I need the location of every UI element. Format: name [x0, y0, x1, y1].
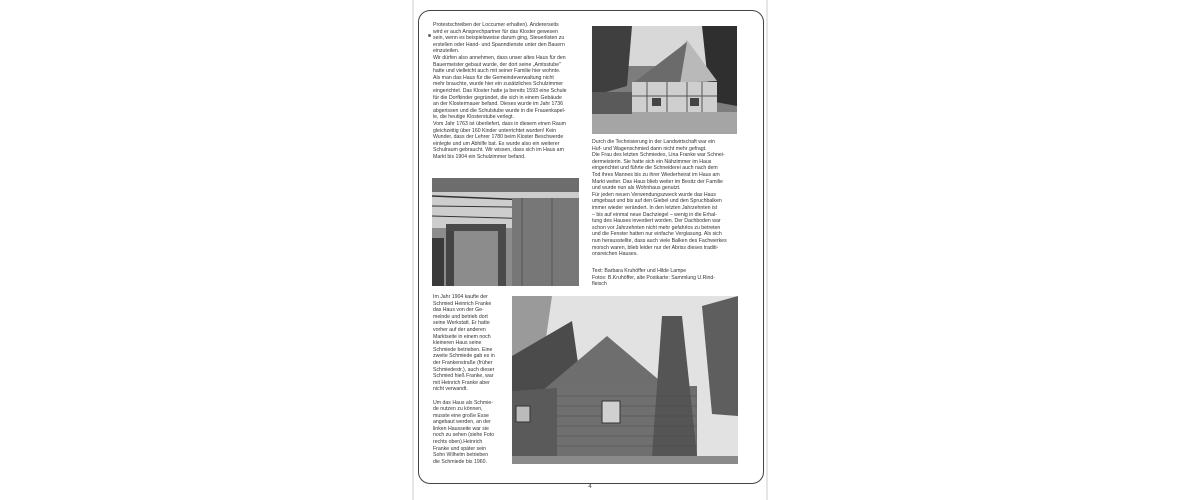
column-right-text: Durch die Technisierung in der Landwirtschaft war ein Huf- und Wagenschmied dann nicht mehr gefragt. Die Frau des letzten Schmiedes, Lina Franke war Schnei- dermeisterin. Sie hatte sich ein Nähzimmer im Haus eingerichtet und führte die Schneiderei auch nach dem Tod ihres Mannes bis zu ihrer Wiederheirat im Haus am Markt weiter. Das Haus blieb weiter im Besitz der Familie und wurde nun als Wohnhaus genutzt. Für jeden neuen Verwendungszweck wurde das Haus umgebaut und bis auf den Giebel und den Spruchbalken immer wieder verändert. In den letzten Jahrzehnten ist – bis auf einmal neue Dachziegel – wenig in die Erhal- tung des Hauses investiert worden. Der Dachboden war schon vor Jahrzehnten nicht mehr gefahrlos zu betreten und die Fenster hatten nur einfache Verglasung. Als sich nun herausstellte, dass auch viele Balken des Fachwerkes morsch waren, blieb leider nur der Abriss dieses traditi- onsreichen Hauses. [592, 139, 727, 258]
photo-demolition [432, 178, 579, 286]
page-edge-right [766, 0, 768, 500]
page-number: 4 [588, 484, 592, 490]
scan-dot [428, 34, 431, 37]
column-left-bottom-text: Im Jahr 1904 kaufte der Schmied Heinrich Franke das Haus von der Ge- meinde und betrieb dort seine Werkstatt. Er hatte vorher auf der anderen Marktseite in einem noch kleineren Haus seine Schmiede betrieben. Eine zweite Schmiede gab es in der Frankenstraße (früher Schmiedestr.), auch dieser Schmied hieß Franke, war mit Heinrich Franke aber nicht verwandt. Um das Haus als Schmie- de nutzen zu können, musste eine große Esse angebaut werden, an der linken Hausseite war sie noch zu sehen (siehe Foto rechts oben).Heinrich Franke und später sein Sohn Wilhelm betrieben die Schmiede bis 1960. [433, 294, 495, 465]
photo-brick-smithy [512, 296, 738, 464]
photo-credits: Text: Barbara Kruhöffer und Hilde Lampe Fotos: B.Kruhöffer, alte Postkarte: Sammlung U.Rind- fleisch [592, 268, 716, 288]
page-edge-left [412, 0, 414, 500]
photo-timber-house [592, 26, 737, 134]
column-left-top-text: Protestschreiben der Loccumer erhalten). Andererseits wird er auch Ansprechpartner für das Kloster gewesen sein, wenn es beispielsweise darum ging, Steuerlisten zu erstellen oder Hand- und Spanndienste unter den Bauern einzuteilen. Wir dürfen also annehmen, dass unser altes Haus für den Bauermeister gebaut wurde, der dort seine „Amtsstube" hatte und vielleicht auch mit seiner Familie hier wohnte. Als man das Haus für die Gemeindeverwaltung nicht mehr brauchte, wurde hier ein zusätzliches Schulzimmer eingerichtet. Das Kloster hatte ja bereits 1593 eine Schule für die Dorfkinder gegründet, die sich in einem Gebäude an der Klostermauer befand. Dieses wurde im Jahr 1736 abgerissen und die Schulstube wurde in die Frauenkapel- le, die heutige Klosterstube verlegt. Vom Jahr 1763 ist überliefert, dass in diesem einen Raum gleichzeitig über 160 Kinder unterrichtet wurden! Kein Wunder, dass der Lehrer 1780 beim Kloster Beschwerde einlegte und um Abhilfe bat. Es wurde also ein weiterer Schulraum gebraucht. Wir wissen, dass sich im Haus am Markt bis 1904 ein Schulzimmer befand. [433, 22, 567, 160]
